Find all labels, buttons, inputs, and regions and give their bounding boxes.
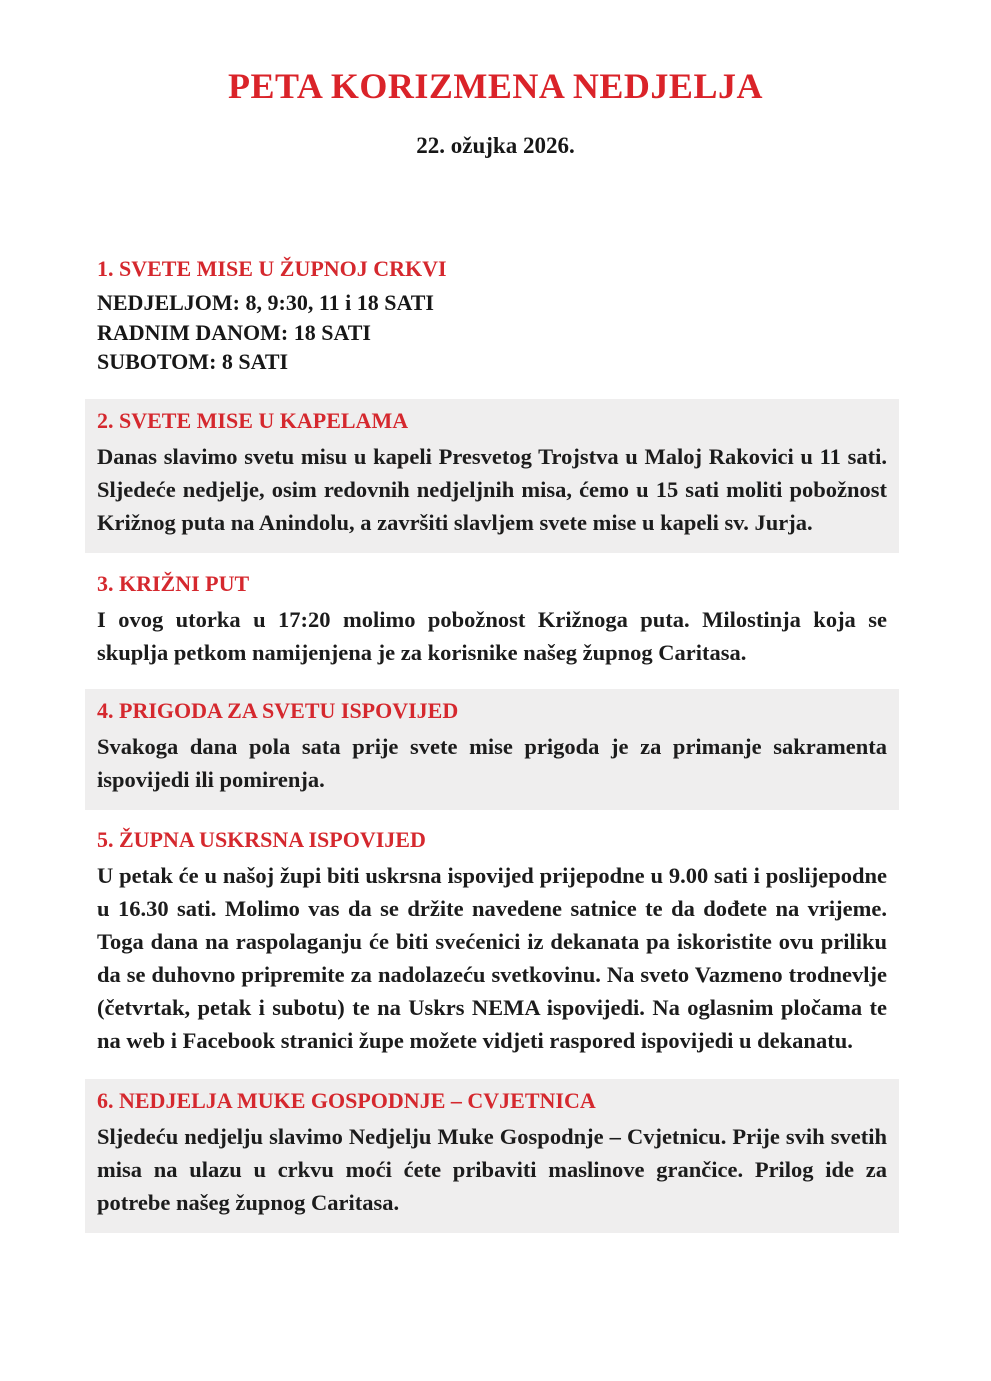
section-prigoda-za-svetu-ispovijed: [85, 689, 899, 810]
section-svete-mise-u-zupnoj-crkvi: [85, 254, 899, 377]
section-body: Sljedeću nedjelju slavimo Nedjelju Muke Gospodnje – Cvjetnicu. Prije svih svetih misa na ulazu u crkvu moći ćete pribaviti maslinove grančice. Prilog ide za potrebe našeg župnog Caritasa.: [97, 1123, 887, 1215]
section-heading: 4. PRIGODA ZA SVETU ISPOVIJED: [97, 697, 459, 723]
section-heading: 5. ŽUPNA USKRSNA ISPOVIJED: [97, 826, 426, 852]
mass-schedule-weekday: RADNIM DANOM: 18 SATI: [97, 319, 371, 345]
mass-schedule-sunday: NEDJELJOM: 8, 9:30, 11 i 18 SATI: [97, 290, 434, 315]
section-nedjelja-muke-gospodnje: [85, 1079, 899, 1233]
section-heading: 3. KRIŽNI PUT: [97, 570, 250, 596]
page-title: PETA KORIZMENA NEDJELJA: [228, 66, 763, 106]
section-body: I ovog utorka u 17:20 molimo pobožnost Križnoga puta. Milostinja koja se skuplja petkom namijenjena je za korisnike našeg župnog Caritasa.: [97, 606, 887, 665]
section-body: U petak će u našoj župi biti uskrsna ispovijed prijepodne u 9.00 sati i poslijepodne u 16.30 sati. Molimo vas da se držite navedene satnice te da dođete na vrijeme. Toga dana na raspolaganju će biti svećenici iz dekanata pa iskoristite ovu priliku da se duhovno pripremite za nadolazeću svetkovinu. Na sveto Vazmeno trodnevlje (četvrtak, petak i subotu) te na Uskrs NEMA ispovijedi. Na oglasnim pločama te na web i Facebook stranici župe možete vidjeti raspored ispovijedi u dekanatu.: [97, 862, 887, 1053]
bulletin-content: [85, 254, 899, 1233]
document-date: 22. ožujka 2026.: [416, 133, 575, 158]
section-heading: 2. SVETE MISE U KAPELAMA: [97, 407, 409, 433]
section-heading: 6. NEDJELJA MUKE GOSPODNJE – CVJETNICA: [97, 1087, 596, 1113]
mass-schedule-saturday: SUBOTOM: 8 SATI: [97, 349, 289, 374]
section-body: Danas slavimo svetu misu u kapeli Presvetog Trojstva u Maloj Rakovici u 11 sati. Sljedeće nedjelje, osim redovnih nedjeljnih misa, ćemo u 15 sati moliti pobožnost Križnog puta na Anindolu, a završiti slavljem svete mise u kapeli sv. Jurja.: [97, 443, 887, 535]
section-svete-mise-u-kapelama: [85, 399, 899, 553]
section-body: Svakoga dana pola sata prije svete mise prigoda je za primanje sakramenta ispovijedi ili pomirenja.: [97, 733, 887, 792]
section-krizni-put: [85, 569, 899, 669]
section-zupna-uskrsna-ispovijed: [85, 825, 899, 1057]
section-heading: 1. SVETE MISE U ŽUPNOJ CRKVI: [97, 256, 447, 281]
